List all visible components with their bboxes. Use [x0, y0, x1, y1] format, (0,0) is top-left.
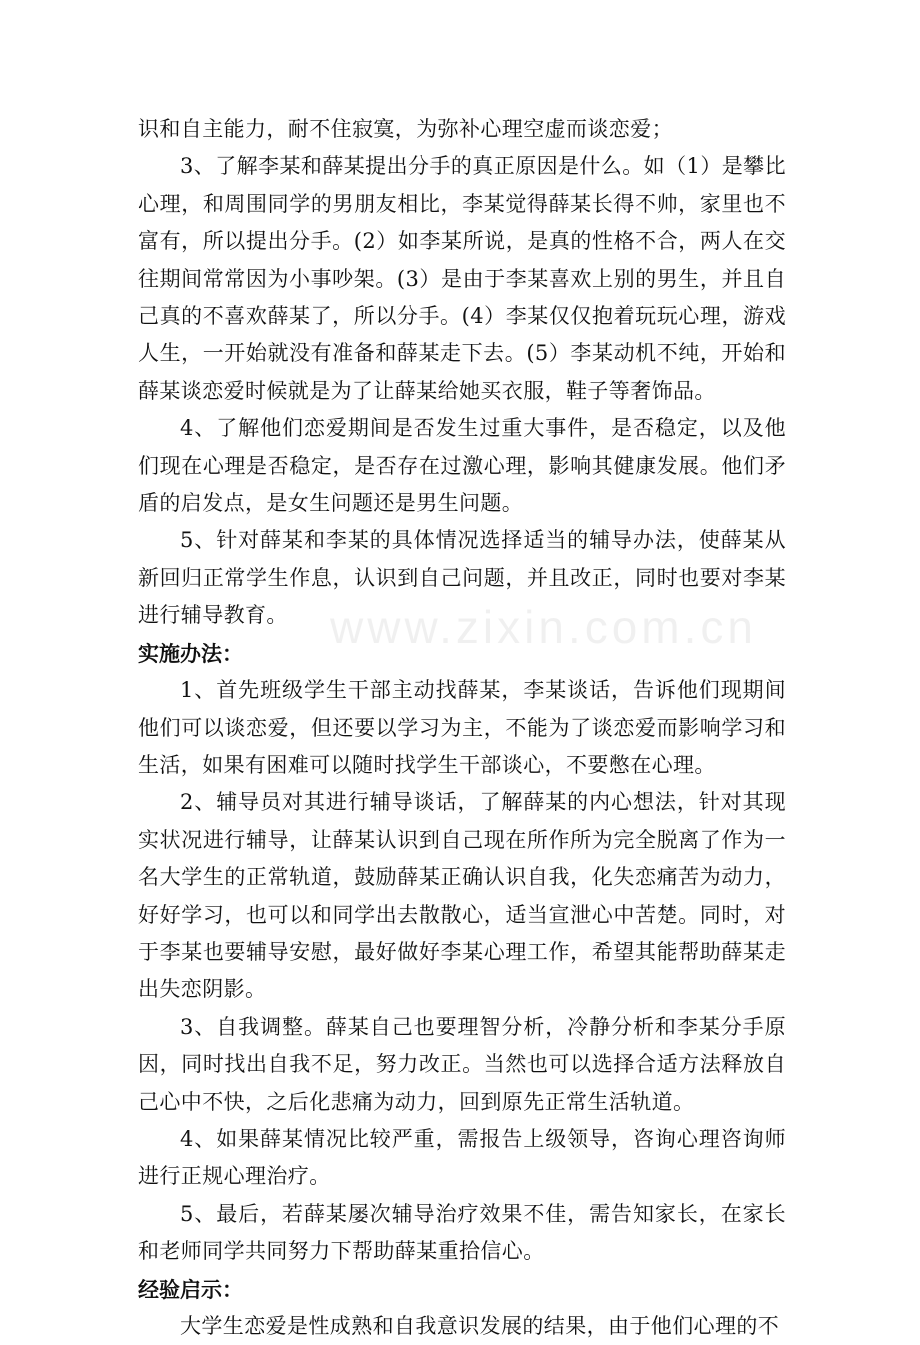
document-page: [138, 111, 786, 1345]
experience-paragraph: 大学生恋爱是性成熟和自我意识发展的结果，由于他们心理的不: [180, 1314, 780, 1338]
section-heading-implementation: 实施办法：: [138, 640, 243, 666]
implementation-item-1: 1、首先班级学生干部主动找薛某，李某谈话，告诉他们现期间他们可以谈恋爱，但还要以学习为主，不能为了谈恋爱而影响学习和生活，如果有困难可以随时找学生干部谈心，不要憋在心理。: [138, 678, 786, 777]
paragraph-item-4: 4、了解他们恋爱期间是否发生过重大事件，是否稳定，以及他们现在心理是否稳定，是否存在过激心理，影响其健康发展。他们矛盾的启发点，是女生问题还是男生问题。: [138, 416, 786, 516]
paragraph-item-3: 3、了解李某和薛某提出分手的真正原因是什么。如（1）是攀比心理，和周围同学的男朋友相比，李某觉得薛某长得不帅，家里也不富有，所以提出分手。(2）如李某所说，是真的性格不合，两人在交往期间常常因为小事吵架。(3）是由于李某喜欢上别的男生，并且自己真的不喜欢薛某了，所以分手。(4）李某仅仅抱着玩玩心理，游戏人生，一开始就没有准备和薛某走下去。(5）李某动机不纯，开始和薛某谈恋爱时候就是为了让薛某给她买衣服，鞋子等奢饰品。: [138, 154, 786, 403]
implementation-item-5: 5、最后，若薛某屡次辅导治疗效果不佳，需告知家长，在家长和老师同学共同努力下帮助薛某重拾信心。: [138, 1201, 786, 1264]
watermark: www.zixin.com.cn: [330, 601, 757, 653]
implementation-item-4: 4、如果薛某情况比较严重，需报告上级领导，咨询心理咨询师进行正规心理治疗。: [138, 1126, 786, 1189]
implementation-item-2: 2、辅导员对其进行辅导谈话，了解薛某的内心想法，针对其现实状况进行辅导，让薛某认识到自己现在所作所为完全脱离了作为一名大学生的正常轨道，鼓励薛某正确认识自我，化失恋痛苦为动力，好好学习，也可以和同学出去散散心，适当宣泄心中苦楚。同时，对于李某也要辅导安慰，最好做好李某心理工作，希望其能帮助薛某走出失恋阴影。: [138, 790, 786, 1002]
section-heading-experience: 经验启示：: [138, 1276, 243, 1302]
implementation-item-3: 3、自我调整。薛某自己也要理智分析，冷静分析和李某分手原因，同时找出自我不足，努力改正。当然也可以选择合适方法释放自己心中不快，之后化悲痛为动力，回到原先正常生活轨道。: [138, 1014, 786, 1114]
paragraph-item-5: 5、针对薛某和李某的具体情况选择适当的辅导办法，使薛某从新回归正常学生作息，认识到自己问题，并且改正，同时也要对李某进行辅导教育。: [138, 528, 786, 628]
paragraph-continuation: 识和自主能力，耐不住寂寞，为弥补心理空虚而谈恋爱；: [138, 117, 673, 141]
